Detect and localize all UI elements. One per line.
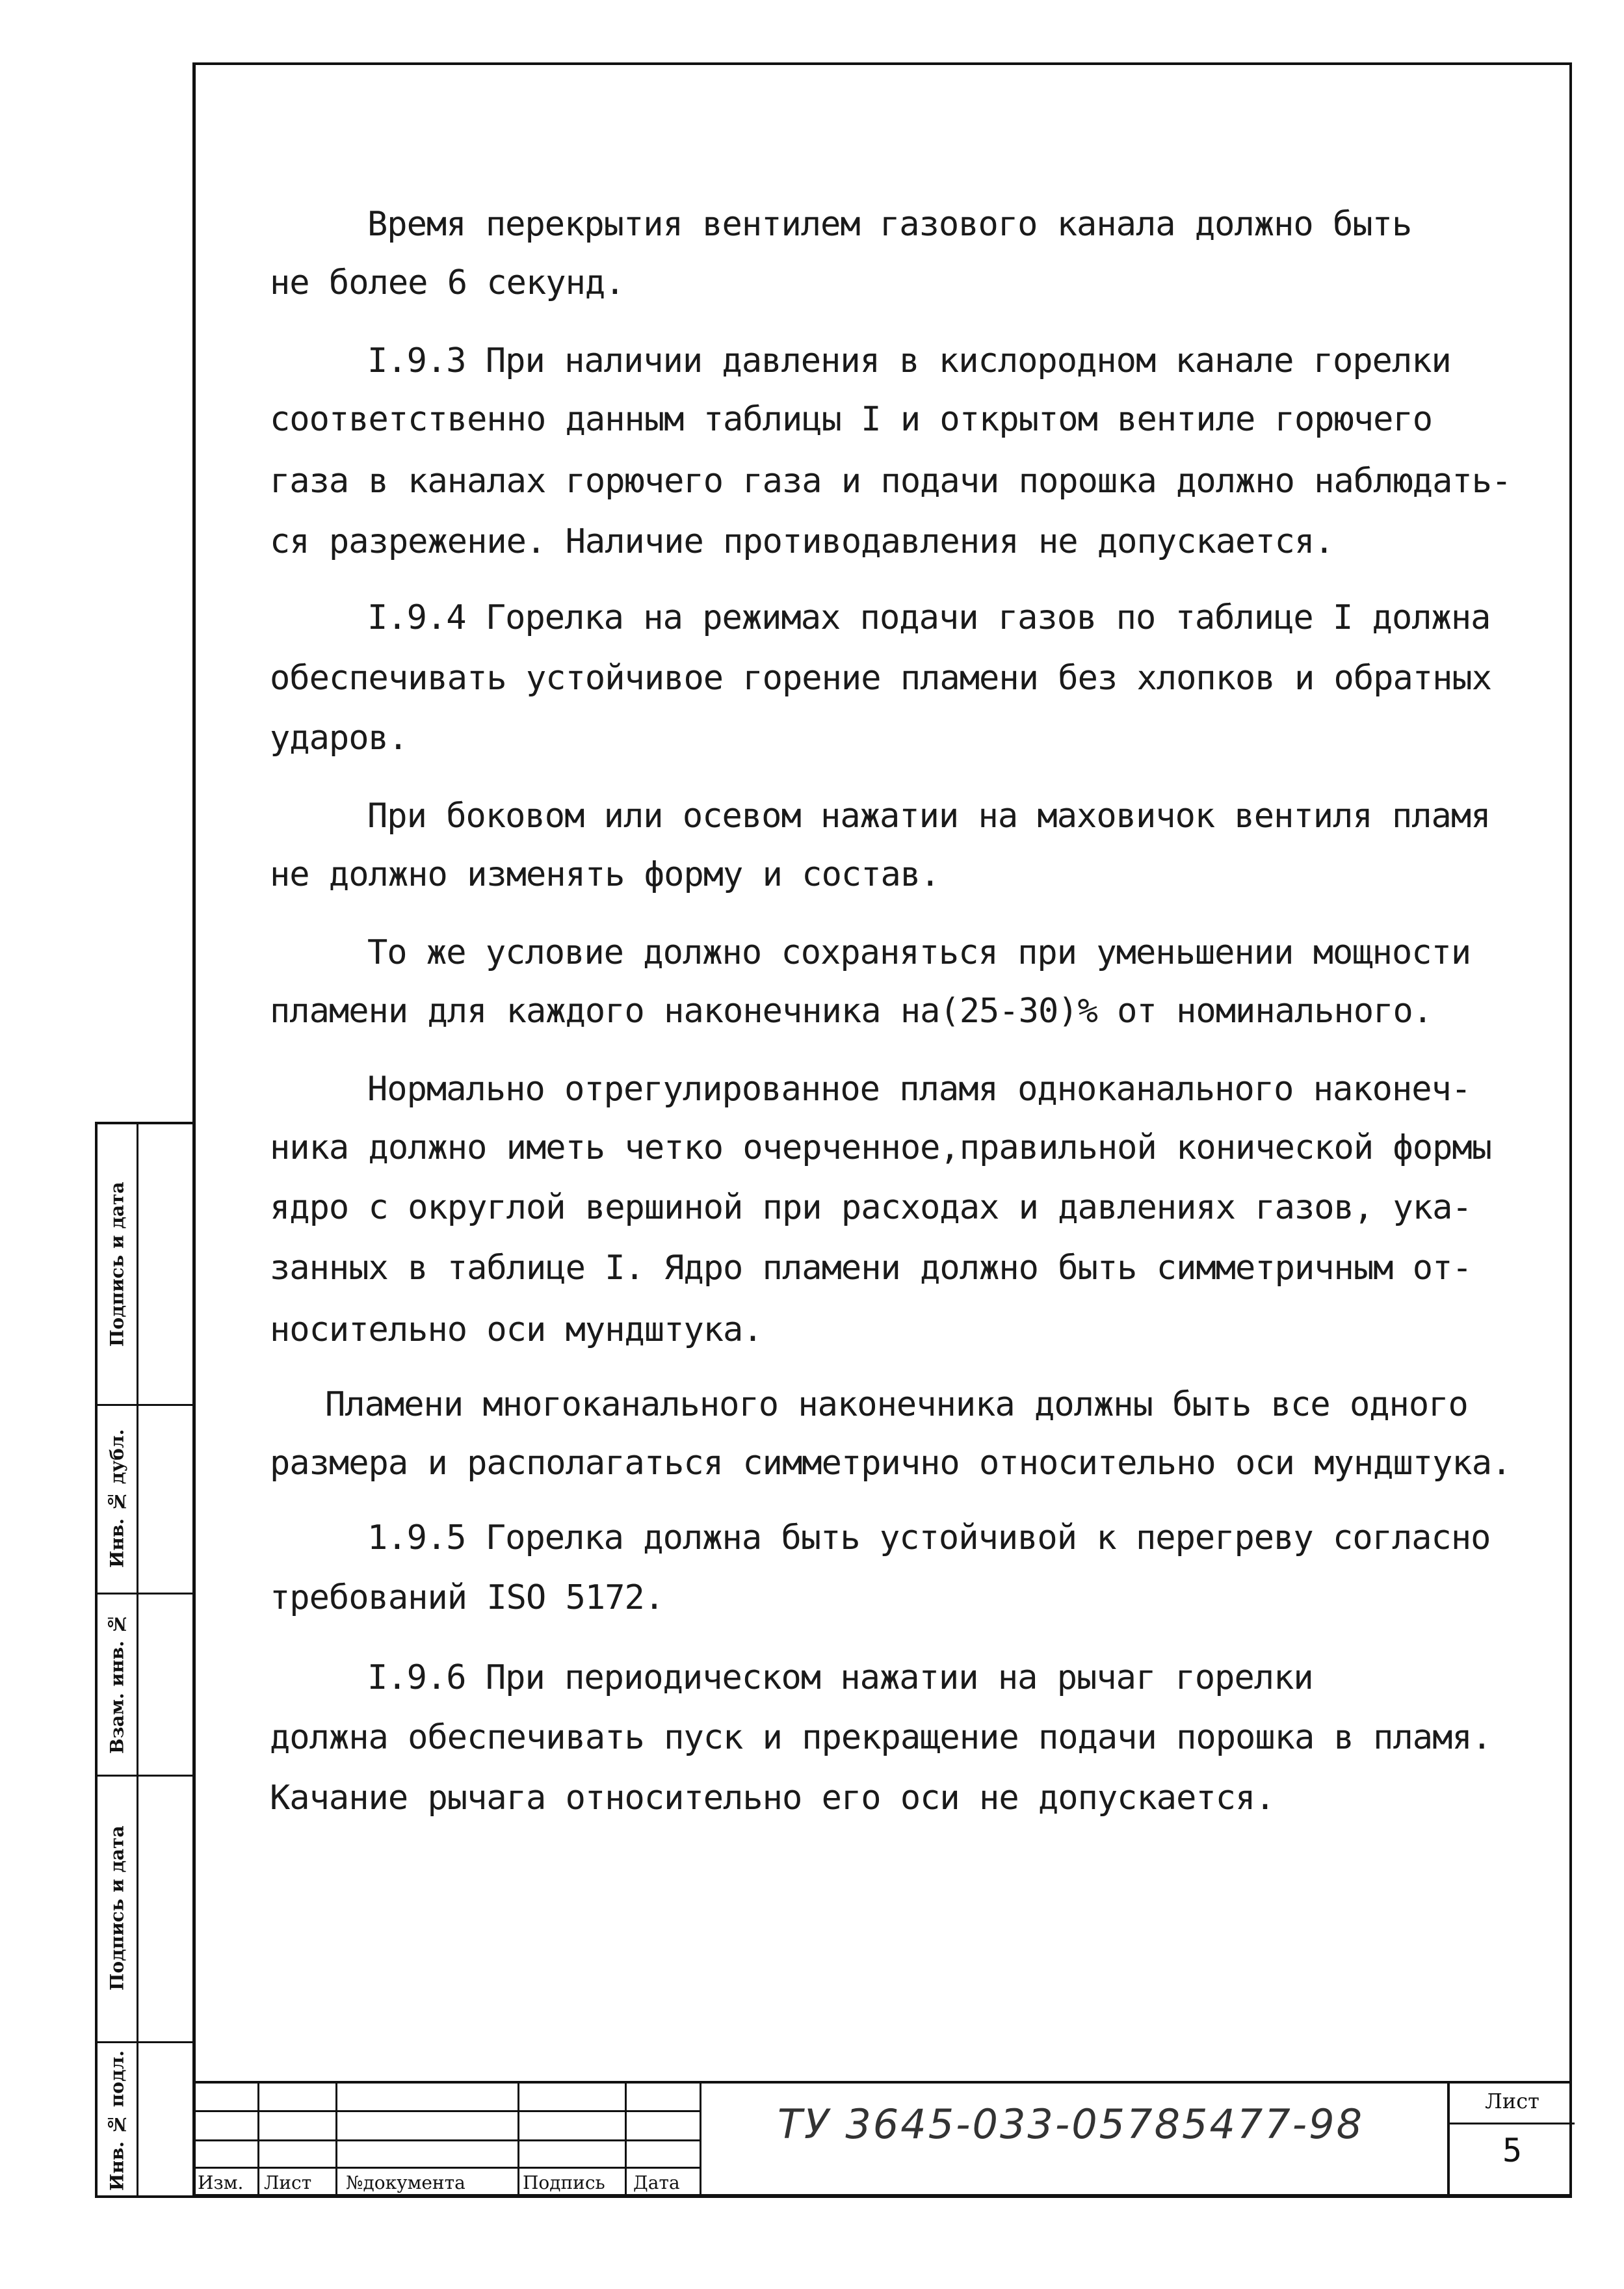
header-date: Дата bbox=[633, 2172, 680, 2193]
text-line: требований ISO 5172. bbox=[270, 1578, 664, 1617]
text-line: занных в таблице I. Ядро пламени должно быть симметричным от- bbox=[270, 1249, 1472, 1288]
text-line: Пламени многоканального наконечника должны быть все одного bbox=[325, 1385, 1468, 1424]
sheet-box bbox=[1447, 2081, 1575, 2198]
header-document-number: №документа bbox=[346, 2172, 465, 2193]
text-line: ударов. bbox=[270, 719, 408, 758]
text-line: соответственно данным таблицы I и открытом вентиле горючего bbox=[270, 400, 1433, 439]
grid-col-line bbox=[625, 2081, 627, 2198]
header-sheet: Лист bbox=[264, 2172, 312, 2193]
text-line: Время перекрытия вентилем газового канала должно быть bbox=[367, 205, 1412, 244]
text-line: То же условие должно сохраняться при уменьшении мощности bbox=[367, 933, 1471, 972]
text-line: пламени для каждого наконечника на(25-30)% от номинального. bbox=[270, 992, 1433, 1031]
sheet-divider bbox=[1450, 2123, 1575, 2124]
sheet-label: Лист bbox=[1485, 2089, 1539, 2113]
sheet-number: 5 bbox=[1502, 2132, 1523, 2169]
text-line: ника должно иметь четко очерченное,правильной конической формы bbox=[270, 1128, 1492, 1167]
side-label-dup-inv: Инв. № дубл. bbox=[106, 1429, 128, 1568]
text-line: газа в каналах горючего газа и подачи порошка должно наблюдать- bbox=[270, 462, 1512, 501]
text-line: При боковом или осевом нажатии на маховичок вентиля пламя bbox=[367, 797, 1491, 836]
text-line: носительно оси мундштука. bbox=[270, 1310, 763, 1349]
document-code: ТУ 3645-033-05785477-98 bbox=[778, 2100, 1365, 2148]
text-line: 1.9.5 Горелка должна быть устойчивой к перегреву согласно bbox=[367, 1518, 1491, 1557]
side-label-replacement-inv: Взам. инв. № bbox=[106, 1613, 128, 1754]
text-line: обеспечивать устойчивое горение пламени без хлопков и обратных bbox=[270, 659, 1492, 698]
text-line: I.9.3 При наличии давления в кислородном канале горелки bbox=[367, 341, 1451, 380]
title-block bbox=[192, 2081, 1572, 2198]
grid-row-line bbox=[192, 2139, 700, 2141]
grid-col-line bbox=[517, 2081, 519, 2198]
text-line: должна обеспечивать пуск и прекращение подачи порошка в пламя. bbox=[270, 1718, 1492, 1757]
text-line: Качание рычага относительно его оси не допускается. bbox=[270, 1779, 1275, 1818]
text-line: ся разрежение. Наличие противодавления не допускается. bbox=[270, 522, 1334, 561]
side-strip bbox=[95, 1122, 192, 2198]
grid-row-line bbox=[192, 2110, 700, 2112]
text-line: Нормально отрегулированное пламя одноканального наконеч- bbox=[367, 1070, 1471, 1109]
text-line: ядро с округлой вершиной при расходах и давлениях газов, ука- bbox=[270, 1188, 1472, 1227]
grid-row-line bbox=[192, 2167, 700, 2169]
code-divider bbox=[700, 2081, 701, 2198]
header-signature: Подпись bbox=[523, 2172, 605, 2193]
revision-grid bbox=[192, 2081, 700, 2198]
text-line: не более 6 секунд. bbox=[270, 263, 625, 302]
text-line: размера и располагаться симметрично относительно оси мундштука. bbox=[270, 1444, 1512, 1483]
grid-col-line bbox=[335, 2081, 337, 2198]
text-line: I.9.6 При периодическом нажатии на рычаг горелки bbox=[367, 1658, 1313, 1697]
side-label-signature-date-2: Подпись и дата bbox=[106, 1825, 128, 1991]
side-label-original-inv: Инв. № подл. bbox=[106, 2050, 128, 2191]
grid-col-line bbox=[257, 2081, 259, 2198]
text-line: I.9.4 Горелка на режимах подачи газов по таблице I должна bbox=[367, 598, 1491, 637]
text-line: не должно изменять форму и состав. bbox=[270, 855, 940, 894]
header-change: Изм. bbox=[198, 2172, 244, 2193]
side-label-signature-date: Подпись и дата bbox=[106, 1182, 128, 1347]
